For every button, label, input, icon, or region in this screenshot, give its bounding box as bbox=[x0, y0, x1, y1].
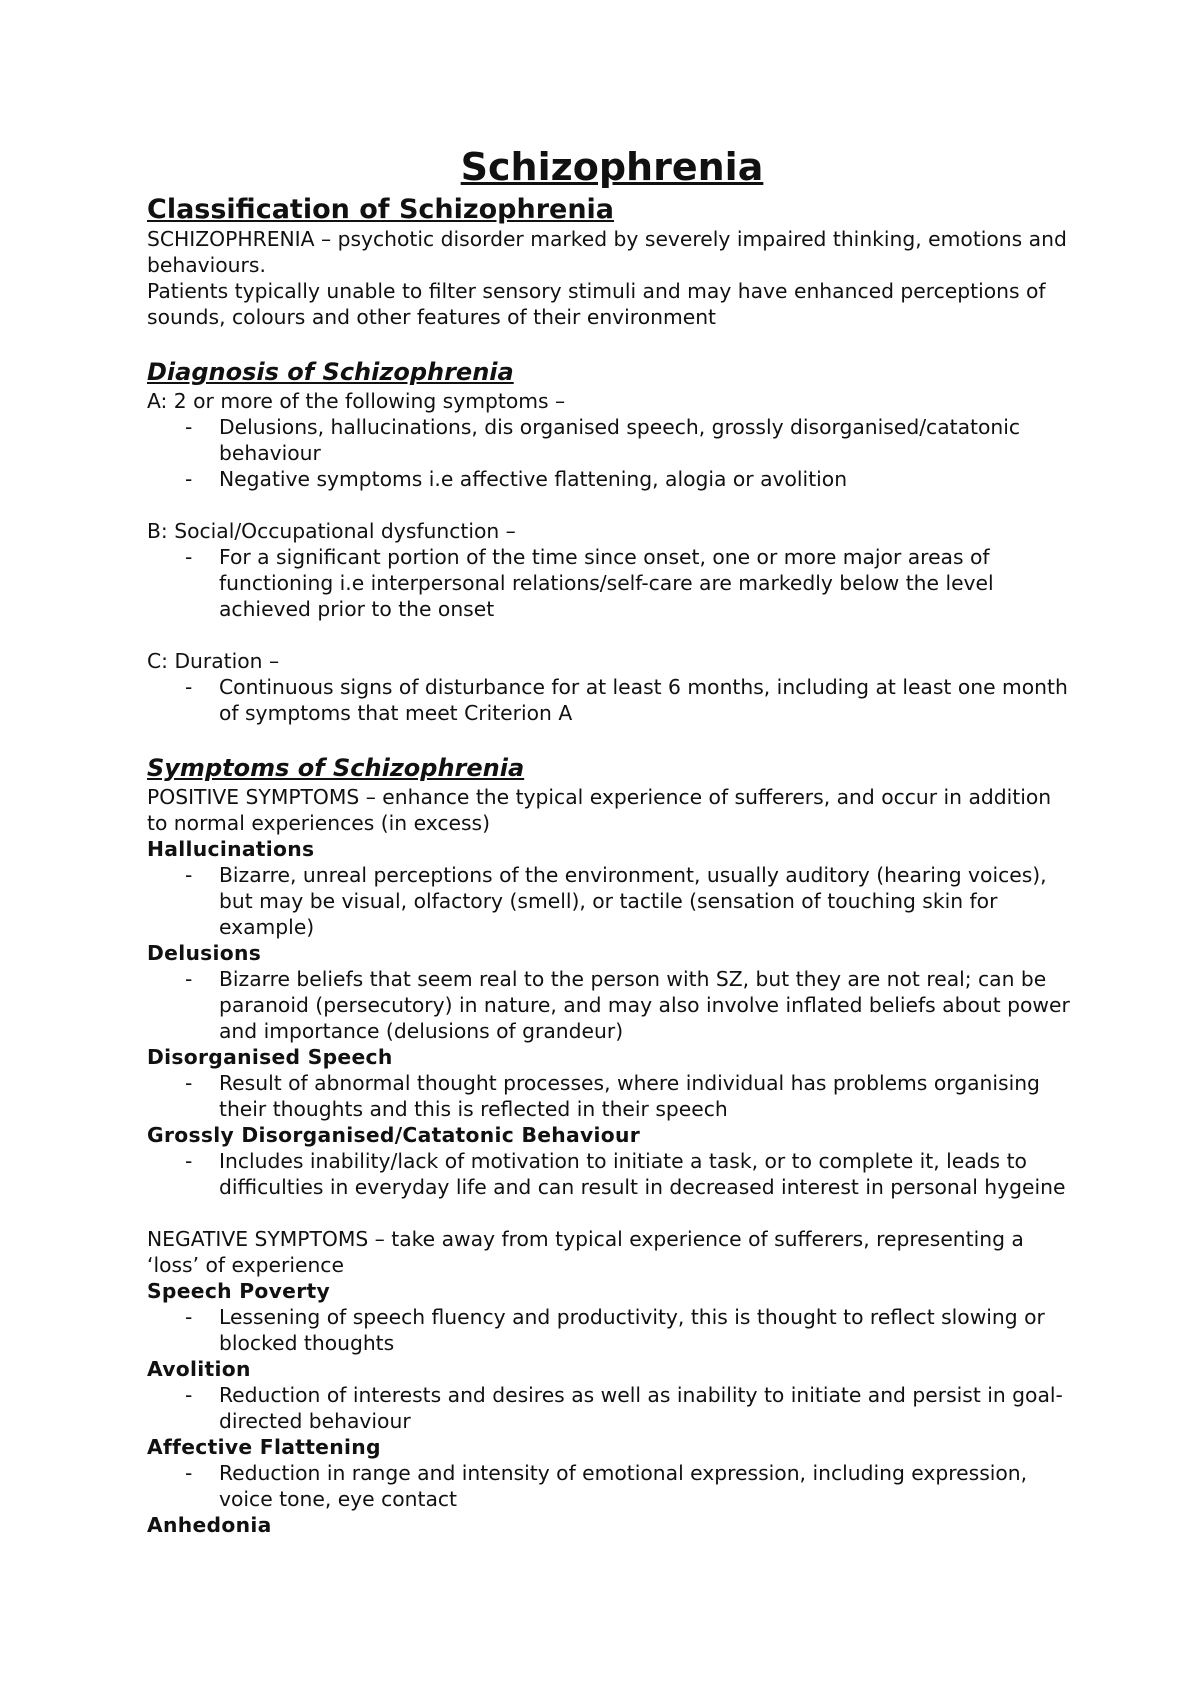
list-item: - Includes inability/lack of motivation to initiate a task, or to complete it, leads to difficulties in everyday life and can result in decreased interest in personal hygeine bbox=[147, 1148, 1077, 1200]
list-item: - Continuous signs of disturbance for at least 6 months, including at least one month of symptoms that meet Criterion A bbox=[147, 674, 1077, 726]
document-page bbox=[147, 140, 1077, 1538]
symptom-heading-speech-poverty: Speech Poverty bbox=[147, 1279, 331, 1303]
symptom-heading-hallucinations: Hallucinations bbox=[147, 837, 315, 861]
list-item: - Bizarre, unreal perceptions of the environment, usually auditory (hearing voices), but may be visual, olfactory (smell), or tactile (sensation of touching skin for example) bbox=[147, 862, 1077, 940]
criterion-b-label: B: Social/Occupational dysfunction – bbox=[147, 519, 516, 543]
symptoms-heading: Symptoms of Schizophrenia bbox=[147, 754, 525, 782]
diagnosis-heading: Diagnosis of Schizophrenia bbox=[147, 358, 514, 386]
symptom-heading-disorganised-speech: Disorganised Speech bbox=[147, 1045, 393, 1069]
symptom-heading-avolition: Avolition bbox=[147, 1357, 251, 1381]
symptom-heading-affective-flattening: Affective Flattening bbox=[147, 1435, 381, 1459]
list-item: - Delusions, hallucinations, dis organised speech, grossly disorganised/catatonic behaviour bbox=[147, 414, 1077, 466]
list-item: - Negative symptoms i.e affective flattening, alogia or avolition bbox=[147, 466, 1077, 492]
list-item: - Reduction of interests and desires as well as inability to initiate and persist in goal-directed behaviour bbox=[147, 1382, 1077, 1434]
classification-heading: Classification of Schizophrenia bbox=[147, 194, 615, 225]
list-item: - Bizarre beliefs that seem real to the person with SZ, but they are not real; can be paranoid (persecutory) in nature, and may also involve inflated beliefs about power and importance (delusions of grandeur) bbox=[147, 966, 1077, 1044]
list-item: - Reduction in range and intensity of emotional expression, including expression, voice tone, eye contact bbox=[147, 1460, 1077, 1512]
criterion-b-list bbox=[147, 544, 1077, 622]
list-item: - Lessening of speech fluency and productivity, this is thought to reflect slowing or blocked thoughts bbox=[147, 1304, 1077, 1356]
list-item: - Result of abnormal thought processes, where individual has problems organising their thoughts and this is reflected in their speech bbox=[147, 1070, 1077, 1122]
classification-definition: SCHIZOPHRENIA – psychotic disorder marked by severely impaired thinking, emotions and behaviours. bbox=[147, 227, 1067, 277]
negative-symptoms-intro: NEGATIVE SYMPTOMS – take away from typical experience of sufferers, representing a ‘loss’ of experience bbox=[147, 1227, 1024, 1277]
criterion-c-list bbox=[147, 674, 1077, 726]
symptom-heading-anhedonia: Anhedonia bbox=[147, 1513, 272, 1537]
classification-description: Patients typically unable to filter sensory stimuli and may have enhanced perceptions of sounds, colours and other features of their environment bbox=[147, 279, 1046, 329]
symptom-heading-catatonic-behaviour: Grossly Disorganised/Catatonic Behaviour bbox=[147, 1123, 641, 1147]
criterion-a-list bbox=[147, 414, 1077, 492]
list-item: - For a significant portion of the time since onset, one or more major areas of functioning i.e interpersonal relations/self-care are markedly below the level achieved prior to the onset bbox=[147, 544, 1077, 622]
page-title: Schizophrenia bbox=[460, 145, 764, 189]
criterion-a-label: A: 2 or more of the following symptoms – bbox=[147, 389, 566, 413]
symptom-heading-delusions: Delusions bbox=[147, 941, 262, 965]
positive-symptoms-intro: POSITIVE SYMPTOMS – enhance the typical experience of sufferers, and occur in addition to normal experiences (in excess) bbox=[147, 785, 1052, 835]
criterion-c-label: C: Duration – bbox=[147, 649, 280, 673]
